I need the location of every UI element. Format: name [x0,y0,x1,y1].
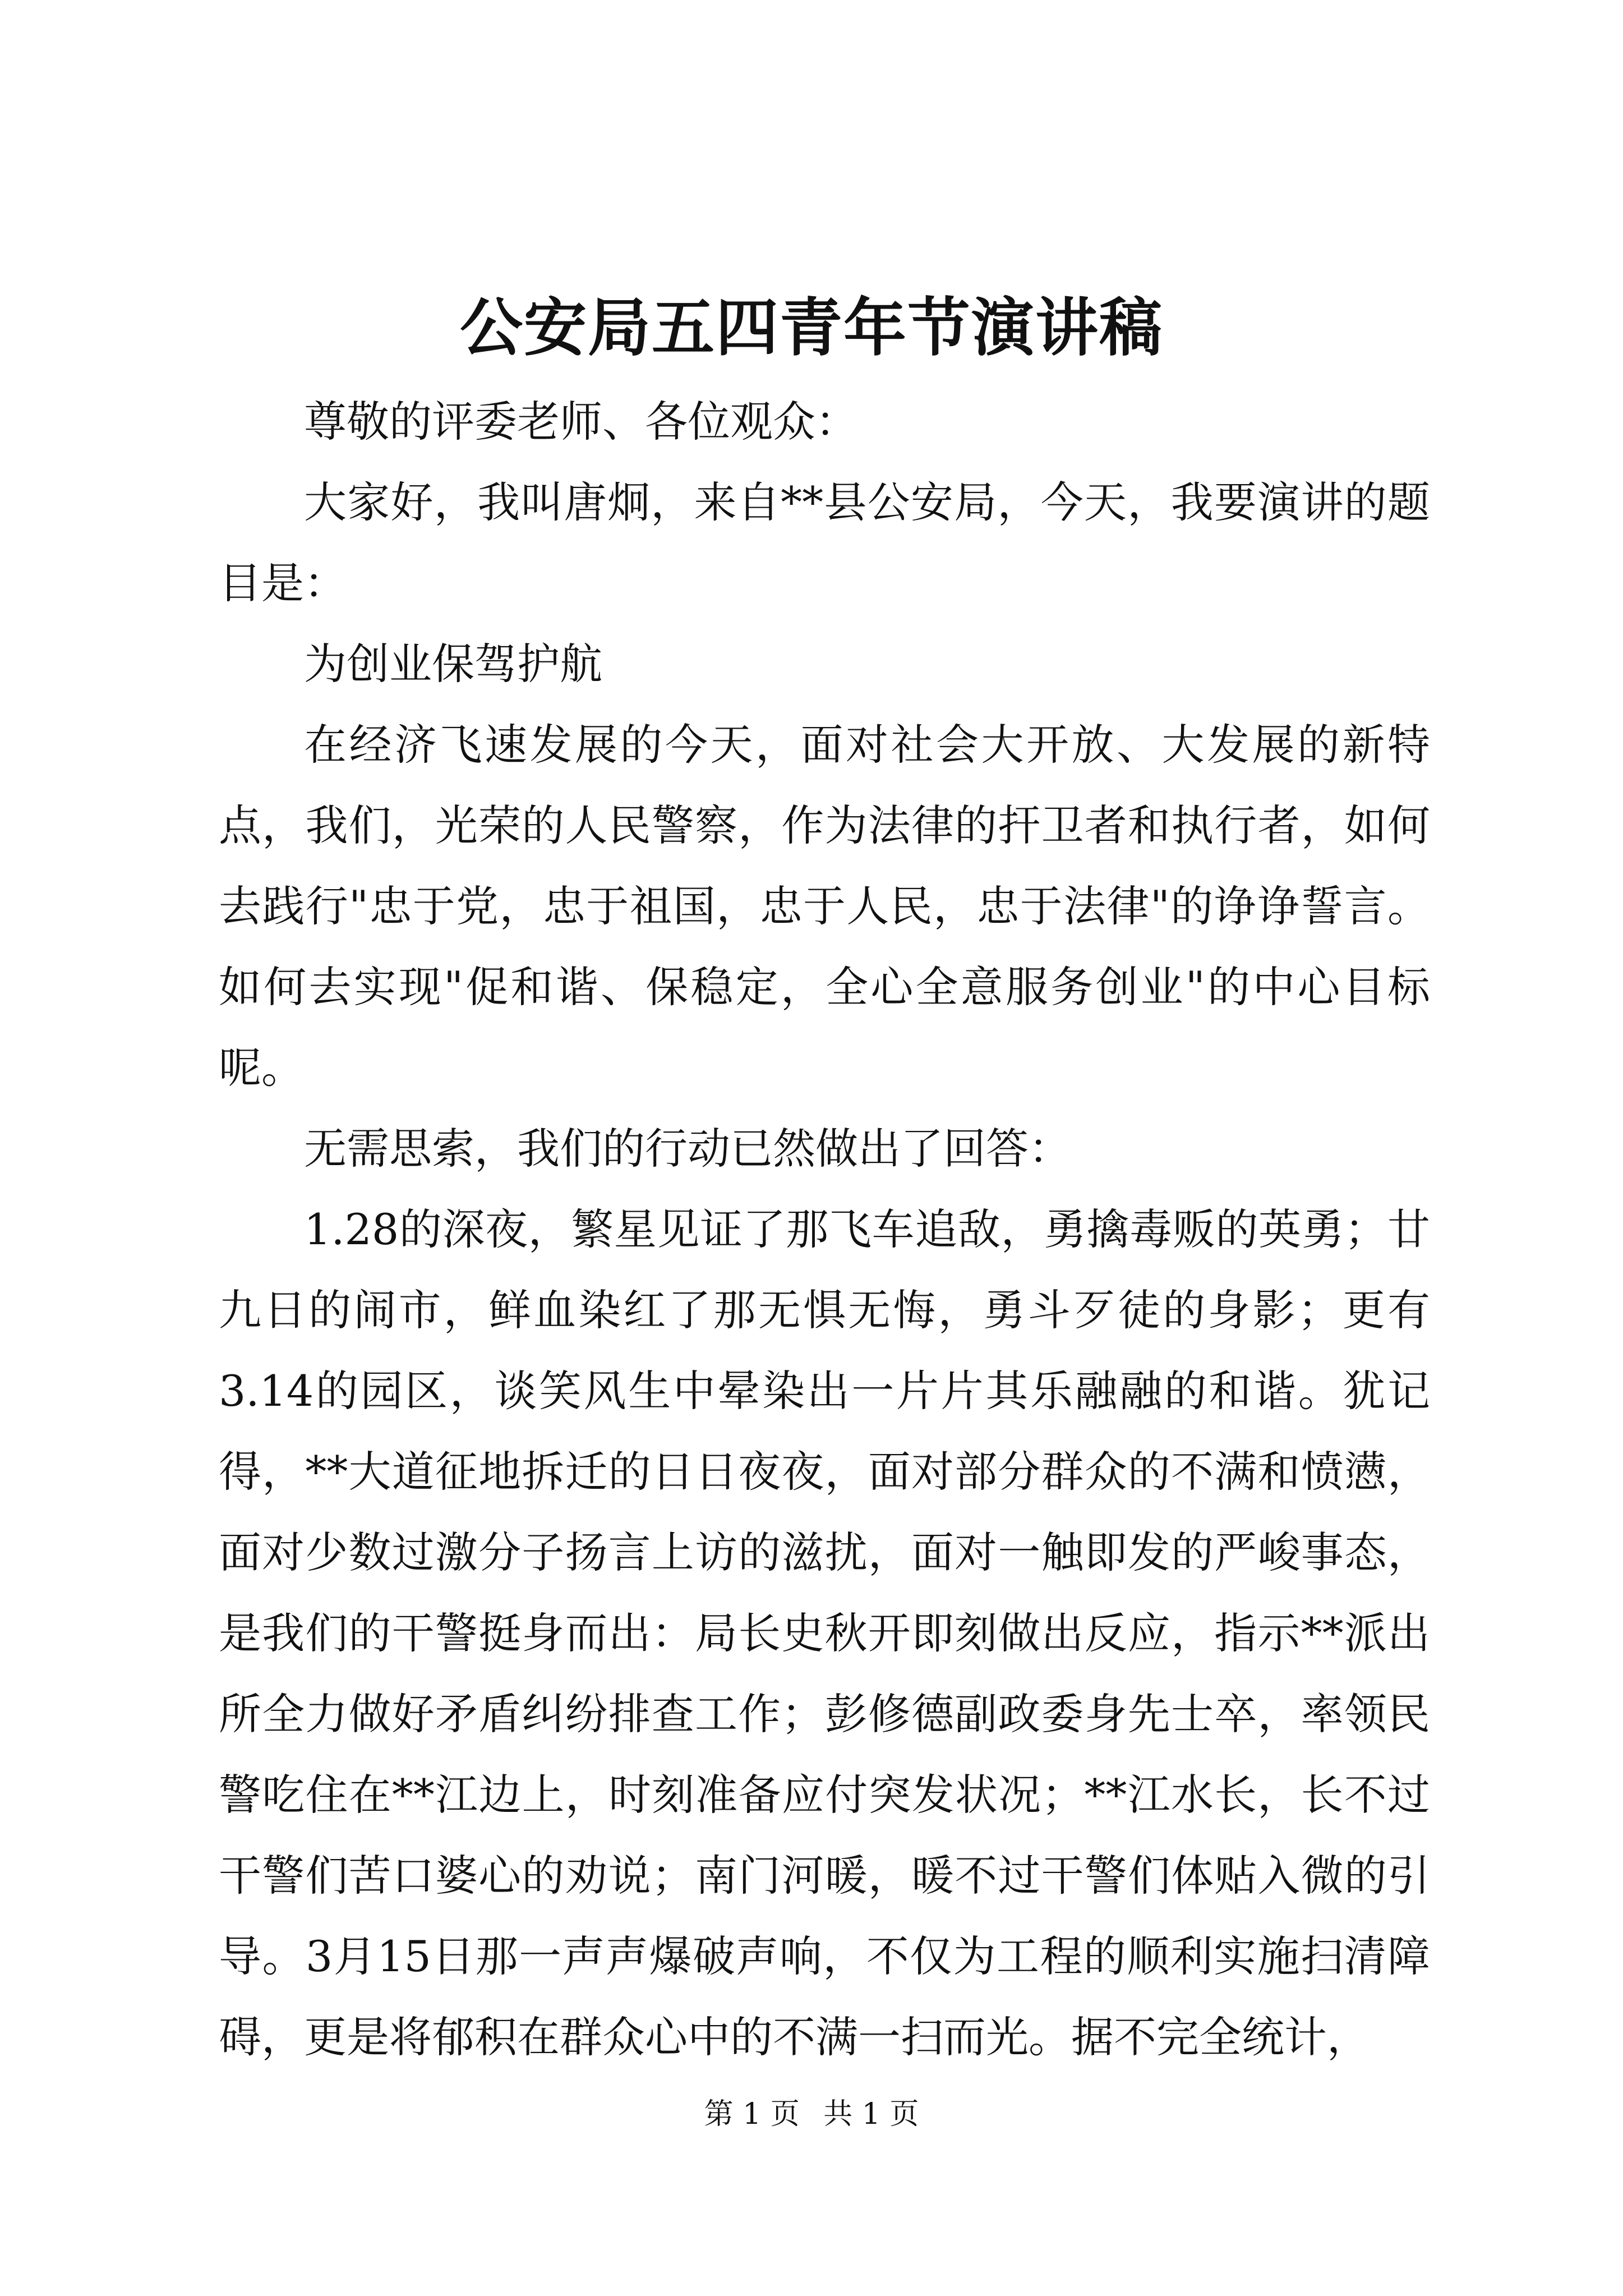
page-total: 共 1 页 [823,2097,919,2131]
page-number: 第 1 页 [704,2097,800,2131]
salutation-paragraph: 尊敬的评委老师、各位观众： [304,397,858,447]
body-paragraph: 1.28的深夜，繁星见证了那飞车追敌，勇擒毒贩的英勇；廿九日的闹市，鲜血染红了那无惧无悔，勇斗歹徒的身影；更有3.14的园区，谈笑风生中晕染出一片片其乐融融的和谐。犹记得，**大道征地拆迁的日日夜夜，面对部分群众的不满和愤懑，面对少数过激分子扬言上访的滋扰，面对一触即发的严峻事态，是我们的干警挺身而出：局长史秋开即刻做出反应，指示**派出所全力做好矛盾纠纷排查工作；彭修德副政委身先士卒，率领民警吃住在**江边上，时刻准备应付突发状况；**江水长，长不过干警们苦口婆心的劝说；南门河暖，暖不过干警们体贴入微的引导。3月15日那一声声爆破声响，不仅为工程的顺利实施扫清障碍，更是将郁积在群众心中的不满一扫而光。据不完全统计， [219,1204,1430,2062]
greeting-paragraph: 大家好，我叫唐炯，来自**县公安局，今天，我要演讲的题目是： [219,477,1430,608]
speech-topic-paragraph: 为创业保驾护航 [304,639,602,689]
body-paragraph: 在经济飞速发展的今天，面对社会大开放、大发展的新特点，我们，光荣的人民警察，作为法律的扞卫者和执行者，如何去践行"忠于党，忠于祖国，忠于人民，忠于法律"的诤诤誓言。如何去实现"促和谐、保稳定，全心全意服务创业"的中心目标呢。 [219,720,1430,1093]
body-paragraph: 无需思索，我们的行动已然做出了回答： [304,1124,1071,1174]
page-footer [0,2094,1623,2134]
document-body [219,381,1430,2078]
document-title: 公安局五四青年节演讲稿 [460,291,1163,365]
